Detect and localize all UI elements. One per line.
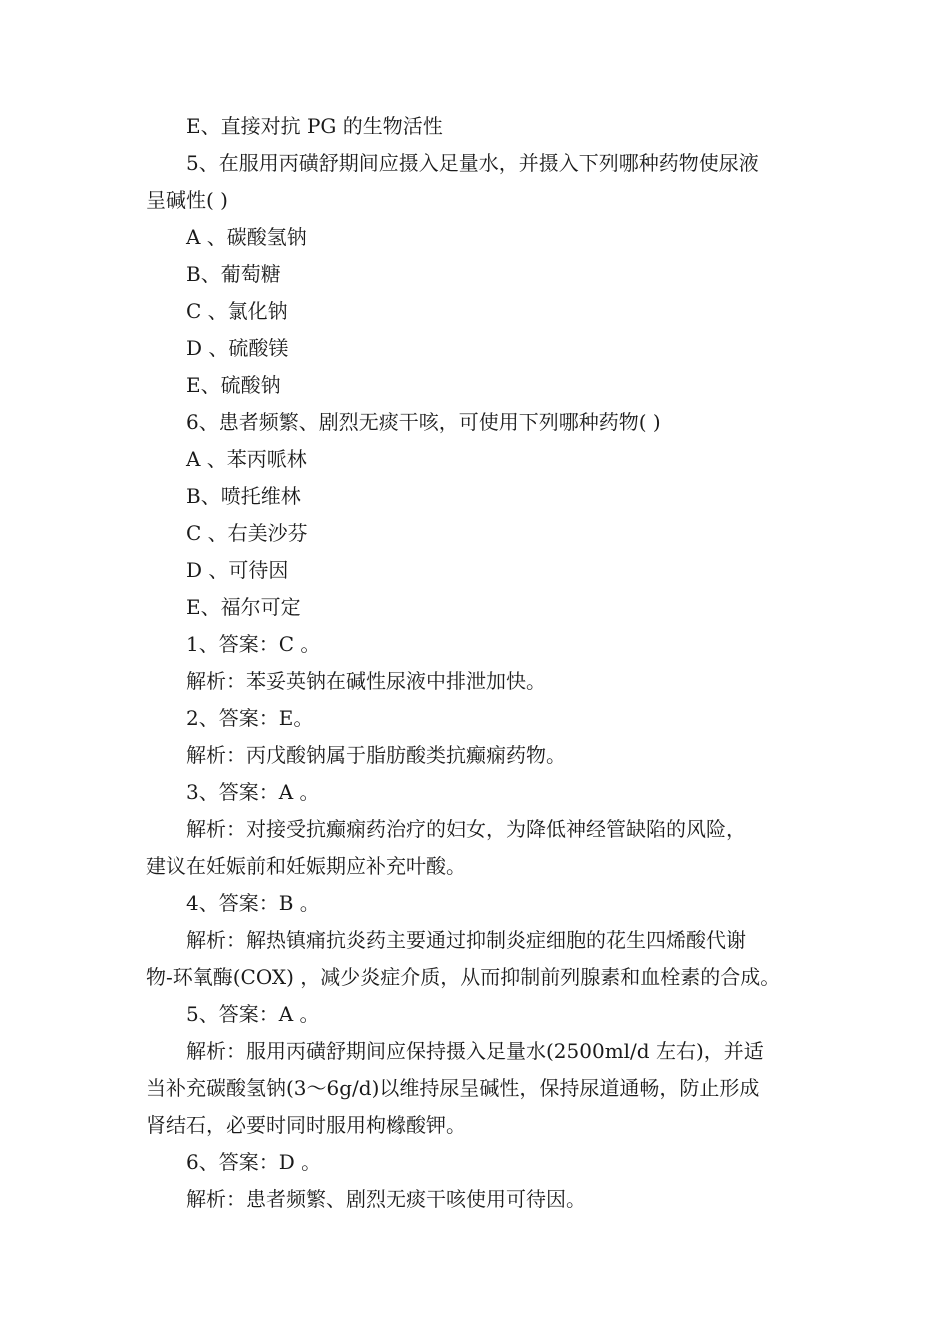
option-e-q6 <box>0 592 950 622</box>
analysis-3-line-1 <box>0 814 950 844</box>
line-text: A 、苯丙哌林 <box>186 447 307 471</box>
line-text: 当补充碳酸氢钠(3～6g/d)以维持尿呈碱性，保持尿道通畅，防止形成 <box>146 1076 760 1100</box>
line-text: B、喷托维林 <box>186 484 301 508</box>
option-c-q6 <box>0 518 950 548</box>
analysis-6 <box>0 1184 950 1214</box>
analysis-4-line-1 <box>0 925 950 955</box>
answer-1 <box>0 629 950 659</box>
line-text: 1、答案：C 。 <box>186 632 321 656</box>
answer-2 <box>0 703 950 733</box>
line-text: 建议在妊娠前和妊娠期应补充叶酸。 <box>146 854 466 878</box>
line-text: 解析：丙戊酸钠属于脂肪酸类抗癫痫药物。 <box>186 743 566 767</box>
question-5-line-2 <box>0 185 950 215</box>
analysis-1 <box>0 666 950 696</box>
analysis-5-line-1 <box>0 1036 950 1066</box>
answer-6 <box>0 1147 950 1177</box>
line-text: 解析：对接受抗癫痫药治疗的妇女，为降低神经管缺陷的风险， <box>186 817 746 841</box>
line-text: E、福尔可定 <box>186 595 301 619</box>
line-text: 解析：服用丙磺舒期间应保持摄入足量水(2500ml/d 左右)，并适 <box>186 1039 764 1063</box>
line-text: 5、在服用丙磺舒期间应摄入足量水，并摄入下列哪种药物使尿液 <box>186 151 759 175</box>
line-text: C 、右美沙芬 <box>186 521 308 545</box>
line-text: 5、答案：A 。 <box>186 1002 320 1026</box>
line-text: 肾结石，必要时同时服用枸橼酸钾。 <box>146 1113 466 1137</box>
answer-4 <box>0 888 950 918</box>
answer-3 <box>0 777 950 807</box>
line-text: E、硫酸钠 <box>186 373 281 397</box>
option-b-q6 <box>0 481 950 511</box>
line-text: A 、碳酸氢钠 <box>186 225 307 249</box>
line-text: B、葡萄糖 <box>186 262 281 286</box>
line-text: 4、答案：B 。 <box>186 891 320 915</box>
option-d-q5 <box>0 333 950 363</box>
analysis-4-line-2 <box>0 962 950 992</box>
option-e-q4 <box>0 111 950 141</box>
analysis-2 <box>0 740 950 770</box>
line-text: 解析：苯妥英钠在碱性尿液中排泄加快。 <box>186 669 546 693</box>
option-b-q5 <box>0 259 950 289</box>
question-5-line-1 <box>0 148 950 178</box>
analysis-3-line-2 <box>0 851 950 881</box>
line-text: 呈碱性( ) <box>146 188 228 212</box>
option-d-q6 <box>0 555 950 585</box>
line-text: D 、可待因 <box>186 558 289 582</box>
analysis-5-line-2 <box>0 1073 950 1103</box>
line-text: 6、答案：D 。 <box>186 1150 322 1174</box>
line-text: 3、答案：A 。 <box>186 780 320 804</box>
line-text: 解析：解热镇痛抗炎药主要通过抑制炎症细胞的花生四烯酸代谢 <box>186 928 746 952</box>
line-text: 6、患者频繁、剧烈无痰干咳，可使用下列哪种药物( ) <box>186 410 661 434</box>
option-e-q5 <box>0 370 950 400</box>
question-6 <box>0 407 950 437</box>
option-a-q6 <box>0 444 950 474</box>
line-text: C 、氯化钠 <box>186 299 288 323</box>
line-text: E、直接对抗 PG 的生物活性 <box>186 114 443 138</box>
analysis-5-line-3 <box>0 1110 950 1140</box>
line-text: 2、答案：E。 <box>186 706 314 730</box>
option-a-q5 <box>0 222 950 252</box>
line-text: 解析：患者频繁、剧烈无痰干咳使用可待因。 <box>186 1187 586 1211</box>
line-text: 物-环氧酶(COX) ，减少炎症介质，从而抑制前列腺素和血栓素的合成。 <box>146 965 781 989</box>
line-text: D 、硫酸镁 <box>186 336 289 360</box>
answer-5 <box>0 999 950 1029</box>
option-c-q5 <box>0 296 950 326</box>
